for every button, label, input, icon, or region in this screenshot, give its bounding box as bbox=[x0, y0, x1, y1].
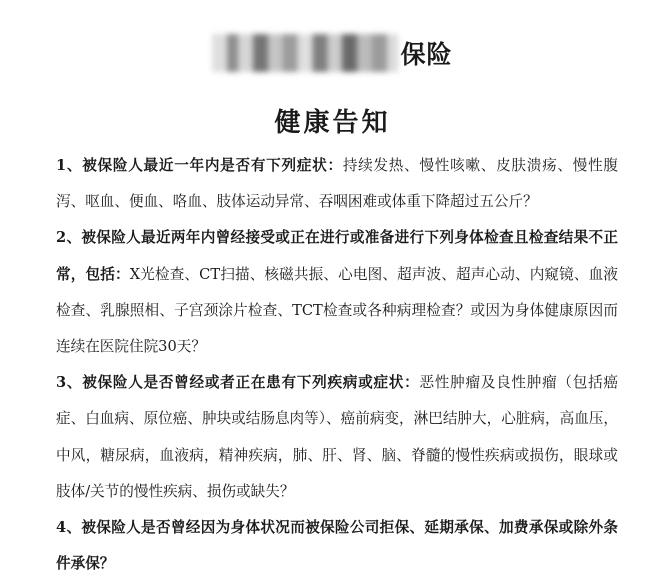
document-header bbox=[0, 30, 665, 76]
declaration-item-4 bbox=[56, 510, 618, 582]
declaration-item-1 bbox=[56, 148, 618, 220]
question-lead: 3、被保险人是否曾经或者正在患有下列疾病或症状： bbox=[56, 374, 420, 392]
question-body: X光检查、CT扫描、核磁共振、心电图、超声波、超声心动、内窥镜、血液检查、乳腺照相、子宫颈涂片检查、TCT检查或各种病理检查？或因为身体健康原因而连续在医院住院30天？ bbox=[56, 265, 618, 356]
document-title: 健康告知 bbox=[274, 108, 391, 138]
declaration-list bbox=[56, 148, 618, 582]
question-lead: 1、被保险人最近一年内是否有下列症状： bbox=[56, 157, 343, 174]
question-body: 恶性肿瘤及良性肿瘤（包括癌症、白血病、原位癌、肿块或结肠息肉等）、癌前病变，淋巴结肿大，心脏病，高血压，中风，糖尿病，血液病，精神疾病，肺、肝、肾、脑、脊髓的慢性疾病或损伤，眼球或肢体/关节的慢性疾病、损伤或缺失？ bbox=[56, 374, 618, 500]
question-lead: 2、被保险人最近两年内曾经接受或正在进行或准备进行下列身体检查且检查结果不正常，包括： bbox=[56, 229, 618, 283]
question-lead: 4、被保险人是否曾经因为身体状况而被保险公司拒保、延期承保、加费承保或除外条件承保？ bbox=[56, 519, 618, 573]
declaration-item-3 bbox=[56, 365, 618, 510]
redacted-company-name bbox=[212, 34, 398, 72]
declaration-item-2 bbox=[56, 220, 618, 365]
question-body: 持续发热、慢性咳嗽、皮肤溃疡、慢性腹泻、呕血、便血、咯血、肢体运动异常、吞咽困难或体重下降超过五公斤？ bbox=[56, 157, 618, 211]
header-title: 保险 bbox=[400, 40, 453, 69]
